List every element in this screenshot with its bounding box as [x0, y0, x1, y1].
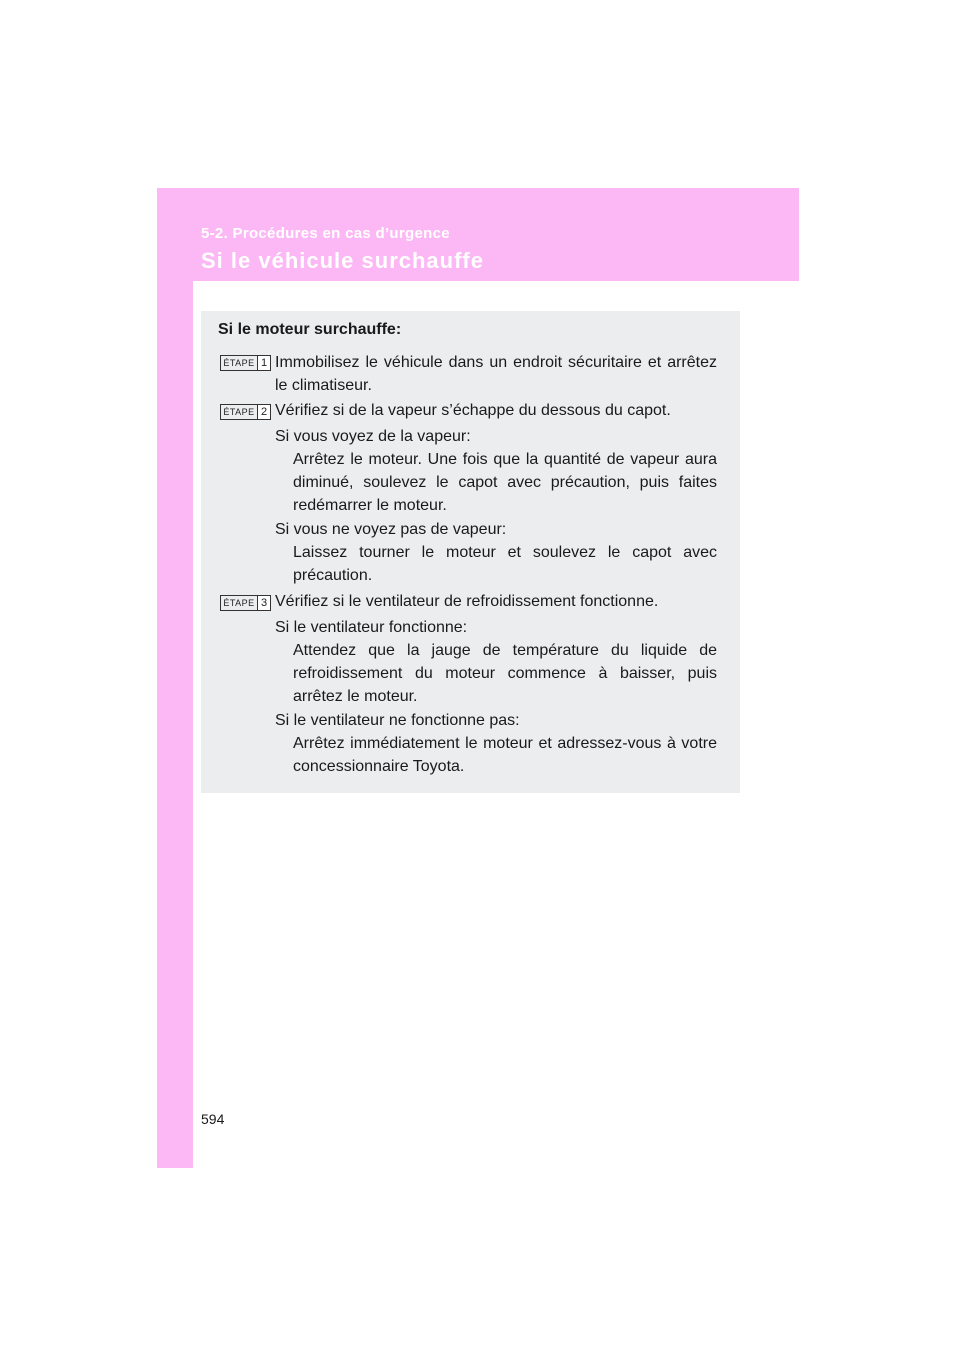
procedure-heading: Si le moteur surchauffe: — [218, 321, 402, 338]
step-word: ÉTAPE — [223, 598, 255, 608]
section-label: 5-2. Procédures en cas d’urgence — [201, 225, 450, 242]
page-title: Si le véhicule surchauffe — [201, 248, 484, 273]
step-1-text: Immobilisez le véhicule dans un endroit sécuritaire et arrêtez le climatiseur. — [275, 354, 717, 394]
step-badge-2 — [220, 404, 271, 420]
step-3-condition-1-action: Attendez que la jauge de température du liquide de refroidissement du moteur commence à baisser, puis arrêtez le moteur. — [293, 642, 717, 705]
step-word: ÉTAPE — [223, 407, 255, 417]
step-3-condition-1-label: Si le ventilateur fonctionne: — [275, 619, 468, 636]
step-badge-1 — [220, 355, 271, 371]
step-3-condition-2-label: Si le ventilateur ne fonctionne pas: — [275, 712, 520, 729]
page-number: 594 — [201, 1111, 225, 1127]
step-number: 3 — [257, 596, 270, 610]
step-number: 2 — [257, 405, 270, 419]
side-color-band — [157, 188, 193, 1168]
step-badge-3 — [220, 595, 271, 611]
step-2-condition-1-label: Si vous voyez de la vapeur: — [275, 428, 471, 445]
step-2-condition-2-action: Laissez tourner le moteur et soulevez le capot avec précaution. — [293, 544, 717, 584]
step-word: ÉTAPE — [223, 358, 255, 368]
step-3-text: Vérifiez si le ventilateur de refroidissement fonctionne. — [275, 593, 659, 610]
step-2-condition-1-action: Arrêtez le moteur. Une fois que la quantité de vapeur aura diminué, soulevez le capot avec précaution, puis faites redémarrer le moteur. — [293, 451, 717, 514]
step-2-condition-2-label: Si vous ne voyez pas de vapeur: — [275, 521, 507, 538]
step-3-condition-2-action: Arrêtez immédiatement le moteur et adressez-vous à votre concessionnaire Toyota. — [293, 735, 717, 775]
step-number: 1 — [257, 356, 270, 370]
step-2-text: Vérifiez si de la vapeur s’échappe du dessous du capot. — [275, 402, 671, 419]
